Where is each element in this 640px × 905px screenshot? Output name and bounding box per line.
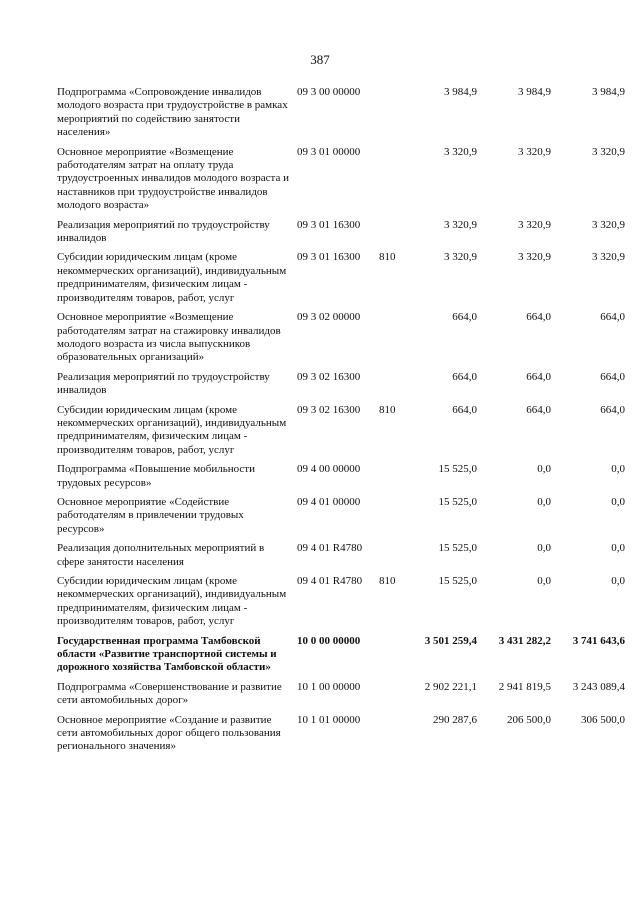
row-name: Подпрограмма «Сопровождение инвалидов молодого возраста при трудоустройстве в рамках мероприятий по содействию занятости населения» xyxy=(57,86,288,139)
row-value-2: 664,0 xyxy=(526,403,551,416)
row-name: Основное мероприятие «Возмещение работодателям затрат на оплату труда трудоустроенных инвалидов молодого возраста и наставников при трудоустройстве инвалидов молодого возраста» xyxy=(57,145,290,212)
row-value-2: 3 984,9 xyxy=(518,86,551,98)
row-kvr: 810 xyxy=(379,251,396,264)
row-value-2: 664,0 xyxy=(526,311,551,324)
table-row xyxy=(57,251,625,311)
table-row xyxy=(57,542,625,575)
table-row xyxy=(57,404,625,464)
table-row xyxy=(57,86,625,146)
row-name: Субсидии юридическим лицам (кроме некоммерческих организаций), индивидуальным предпринимателям, физическим лицам - производителям товаров, работ, услуг xyxy=(57,251,287,304)
row-value-2: 206 500,0 xyxy=(507,713,551,726)
row-value-3: 0,0 xyxy=(611,542,625,555)
row-name: Основное мероприятие «Возмещение работодателям затрат на стажировку инвалидов молодого возраста из числа выпускников образовательных организаций» xyxy=(57,311,281,364)
row-value-3: 306 500,0 xyxy=(581,713,625,726)
row-value-3: 0,0 xyxy=(611,463,625,476)
row-code: 09 4 01 00000 xyxy=(297,495,361,508)
row-code: 09 3 01 16300 xyxy=(297,218,361,231)
row-name: Государственная программа Тамбовской области «Развитие транспортной системы и дорожного хозяйства Тамбовской области» xyxy=(57,634,277,674)
row-name: Реализация мероприятий по трудоустройству инвалидов xyxy=(57,218,270,245)
row-value-3: 664,0 xyxy=(600,403,625,416)
row-value-1: 664,0 xyxy=(452,311,477,324)
table-row xyxy=(57,714,625,760)
table-row xyxy=(57,496,625,542)
row-kvr xyxy=(379,463,403,496)
row-value-3: 0,0 xyxy=(611,495,625,508)
row-value-2: 0,0 xyxy=(537,575,551,587)
row-kvr xyxy=(379,311,403,371)
row-kvr: 810 xyxy=(379,403,396,416)
row-value-2: 0,0 xyxy=(537,495,551,508)
row-code: 09 3 02 16300 xyxy=(297,403,361,416)
row-value-3: 0,0 xyxy=(611,575,625,587)
row-value-3: 3 984,9 xyxy=(592,86,625,98)
row-kvr xyxy=(379,86,403,146)
row-code: 09 3 02 16300 xyxy=(297,370,361,383)
row-value-1: 3 320,9 xyxy=(444,145,477,158)
row-code: 09 4 00 00000 xyxy=(297,463,361,476)
row-value-1: 664,0 xyxy=(452,370,477,383)
table-row xyxy=(57,463,625,496)
row-value-2: 0,0 xyxy=(537,463,551,476)
table-row xyxy=(57,146,625,219)
row-code: 09 4 01 R4780 xyxy=(297,542,363,555)
row-value-1: 3 320,9 xyxy=(444,251,477,264)
row-kvr xyxy=(379,219,403,252)
row-value-2: 3 431 282,2 xyxy=(498,634,551,647)
row-kvr: 810 xyxy=(379,575,396,587)
page-number: 387 xyxy=(310,52,330,67)
table-row xyxy=(57,219,625,252)
row-code: 10 1 01 00000 xyxy=(297,713,361,726)
row-name: Субсидии юридическим лицам (кроме некоммерческих организаций), индивидуальным предпринимателям, физическим лицам - производителям товаров, работ, услуг xyxy=(57,575,287,628)
row-code: 10 1 00 00000 xyxy=(297,680,361,693)
row-code: 09 3 01 00000 xyxy=(297,145,361,158)
row-value-1: 3 320,9 xyxy=(444,218,477,231)
row-name: Субсидии юридическим лицам (кроме некоммерческих организаций), индивидуальным предпринимателям, физическим лицам - производителям товаров, работ, услуг xyxy=(57,403,287,456)
row-code: 09 3 00 00000 xyxy=(297,86,361,98)
row-code: 10 0 00 00000 xyxy=(297,634,361,647)
row-kvr xyxy=(379,714,403,760)
row-name: Реализация дополнительных мероприятий в сфере занятости населения xyxy=(57,542,265,568)
row-name: Подпрограмма «Совершенствование и развитие сети автомобильных дорог» xyxy=(57,680,282,707)
table-row xyxy=(57,681,625,714)
row-name: Основное мероприятие «Содействие работодателям в привлечении трудовых ресурсов» xyxy=(57,495,244,535)
row-value-2: 3 320,9 xyxy=(518,145,551,158)
row-kvr xyxy=(379,542,403,575)
row-kvr xyxy=(379,681,403,714)
row-code: 09 3 02 00000 xyxy=(297,311,361,324)
row-kvr xyxy=(379,371,403,404)
row-name: Реализация мероприятий по трудоустройству инвалидов xyxy=(57,370,270,397)
row-value-3: 664,0 xyxy=(600,311,625,324)
row-value-2: 0,0 xyxy=(537,542,551,555)
row-value-1: 664,0 xyxy=(452,403,477,416)
table-row xyxy=(57,371,625,404)
row-value-3: 3 741 643,6 xyxy=(572,634,625,647)
row-code: 09 3 01 16300 xyxy=(297,251,361,264)
row-value-1: 15 525,0 xyxy=(438,495,477,508)
budget-table xyxy=(57,86,625,760)
row-value-1: 3 984,9 xyxy=(444,86,477,98)
row-value-1: 15 525,0 xyxy=(438,575,477,587)
row-name: Основное мероприятие «Создание и развитие сети автомобильных дорог общего пользования регионального значения» xyxy=(57,713,281,753)
budget-table-body xyxy=(57,86,625,760)
row-code: 09 4 01 R4780 xyxy=(297,575,363,587)
row-kvr xyxy=(379,146,403,219)
row-value-3: 3 320,9 xyxy=(592,145,625,158)
row-value-1: 290 287,6 xyxy=(433,713,477,726)
row-value-2: 3 320,9 xyxy=(518,251,551,264)
table-row xyxy=(57,635,625,681)
table-row xyxy=(57,311,625,371)
row-value-2: 2 941 819,5 xyxy=(498,680,551,693)
row-kvr xyxy=(379,496,403,542)
row-kvr xyxy=(379,635,403,681)
row-value-1: 15 525,0 xyxy=(438,542,477,555)
row-value-1: 15 525,0 xyxy=(438,463,477,476)
row-value-3: 3 243 089,4 xyxy=(572,680,625,693)
row-name: Подпрограмма «Повышение мобильности трудовых ресурсов» xyxy=(57,463,255,489)
row-value-3: 3 320,9 xyxy=(592,251,625,264)
row-value-1: 3 501 259,4 xyxy=(424,634,477,647)
row-value-2: 3 320,9 xyxy=(518,218,551,231)
row-value-1: 2 902 221,1 xyxy=(424,680,477,693)
table-row xyxy=(57,575,625,635)
row-value-2: 664,0 xyxy=(526,370,551,383)
row-value-3: 664,0 xyxy=(600,370,625,383)
row-value-3: 3 320,9 xyxy=(592,218,625,231)
